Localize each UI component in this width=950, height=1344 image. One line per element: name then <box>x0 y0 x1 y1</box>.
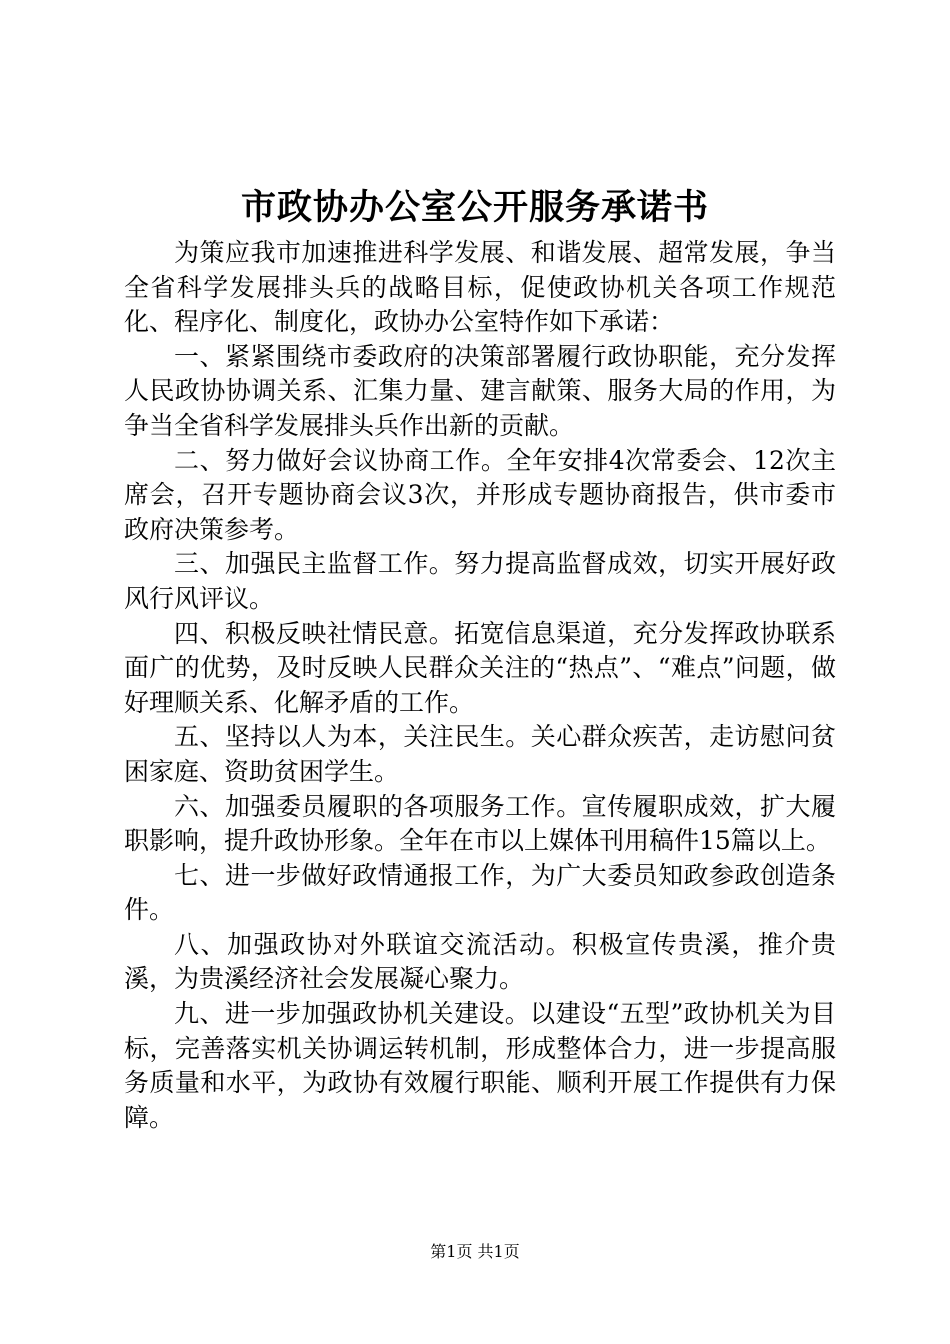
paragraph-item-8: 八、加强政协对外联谊交流活动。积极宣传贵溪，推介贵溪，为贵溪经济社会发展凝心聚力。 <box>124 929 836 994</box>
paragraph-item-5: 五、坚持以人为本，关注民生。关心群众疾苦，走访慰问贫困家庭、资助贫困学生。 <box>124 722 836 786</box>
paragraph-item-7: 七、进一步做好政情通报工作，为广大委员知政参政创造条件。 <box>124 860 836 925</box>
paragraph-item-2: 二、努力做好会议协商工作。全年安排4次常委会、12次主席会，召开专题协商会议3次，并形成专题协商报告，供市委市政府决策参考。 <box>124 445 836 544</box>
paragraph-item-1: 一、紧紧围绕市委政府的决策部署履行政协职能，充分发挥人民政协协调关系、汇集力量、建言献策、服务大局的作用，为争当全省科学发展排头兵作出新的贡献。 <box>124 341 836 440</box>
paragraph-item-4: 四、积极反映社情民意。拓宽信息渠道，充分发挥政协联系面广的优势，及时反映人民群众关注的“热点”、“难点”问题，做好理顺关系、化解矛盾的工作。 <box>124 618 836 717</box>
paragraph-item-3: 三、加强民主监督工作。努力提高监督成效，切实开展好政风行风评议。 <box>124 549 836 613</box>
document-title: 市政协办公室公开服务承诺书 <box>240 187 709 228</box>
paragraph-item-9: 九、进一步加强政协机关建设。以建设“五型”政协机关为目标，完善落实机关协调运转机制，形成整体合力，进一步提高服务质量和水平，为政协有效履行职能、顺利开展工作提供有力保障。 <box>124 999 836 1132</box>
paragraph-intro: 为策应我市加速推进科学发展、和谐发展、超常发展，争当全省科学发展排头兵的战略目标，促使政协机关各项工作规范化、程序化、制度化，政协办公室特作如下承诺： <box>124 238 836 337</box>
paragraph-item-6: 六、加强委员履职的各项服务工作。宣传履职成效，扩大履职影响，提升政协形象。全年在市以上媒体刊用稿件15篇以上。 <box>124 791 836 856</box>
page-number-footer: 第1页 共1页 <box>430 1242 520 1261</box>
document-body <box>124 236 836 1135</box>
